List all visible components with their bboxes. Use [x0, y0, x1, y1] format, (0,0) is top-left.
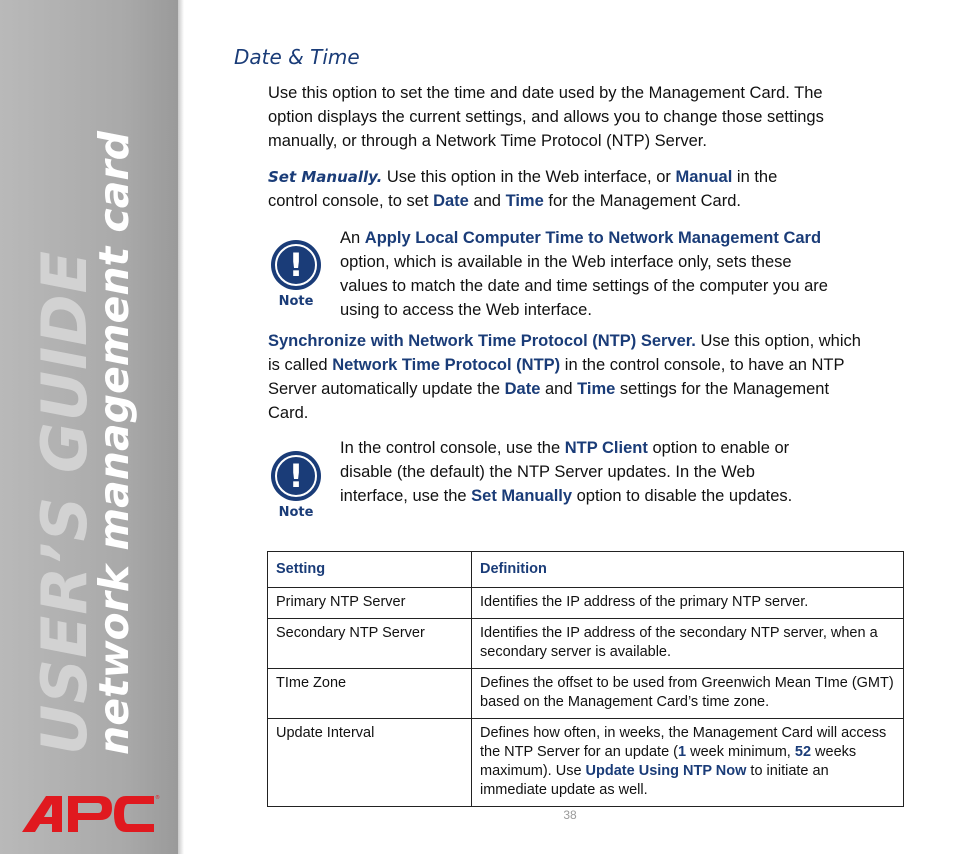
note-icon: ! Note [268, 451, 328, 521]
apply-local-time-option: Apply Local Computer Time to Network Management Card [364, 229, 822, 247]
guide-title: USER’S GUIDE [28, 249, 101, 755]
time-keyword: Time [505, 192, 544, 210]
text: settings for the Management Card. [268, 380, 830, 422]
ntp-label: Synchronize with Network Time Protocol (NTP) Server. [268, 332, 696, 350]
text: and [540, 380, 578, 398]
settings-table [267, 551, 904, 807]
definition-cell: Defines the offset to be used from Greenwich Mean TIme (GMT) based on the Management Card’s time zone. [472, 669, 904, 719]
max-weeks: 52 [794, 744, 812, 760]
note-label: Note [278, 294, 314, 309]
text: Defines how often, in weeks, the Management Card will access the NTP Server for an update ( [480, 725, 887, 760]
time-keyword: Time [577, 380, 616, 398]
ntp-client-option: NTP Client [564, 439, 648, 457]
apc-logo [16, 792, 160, 834]
set-manually-paragraph [268, 165, 828, 213]
text: to initiate an immediate update as well. [480, 763, 829, 798]
page-number: 38 [563, 808, 577, 822]
min-weeks: 1 [678, 744, 687, 760]
set-manually-option: Set Manually [471, 487, 573, 505]
manual-keyword: Manual [675, 168, 733, 186]
header-setting: Setting [268, 552, 472, 588]
text: An [340, 229, 365, 247]
date-keyword: Date [433, 192, 469, 210]
text: option to disable the updates. [572, 487, 793, 505]
table-row [268, 619, 904, 669]
definition-cell: Identifies the IP address of the secondary NTP server, when a secondary server is available. [472, 619, 904, 669]
setting-cell: Update Interval [268, 719, 472, 807]
text: for the Management Card. [543, 192, 741, 210]
setting-cell: Primary NTP Server [268, 588, 472, 619]
ntp-console-name: Network Time Protocol (NTP) [332, 356, 561, 374]
table-row [268, 669, 904, 719]
text: in the control console, to have an NTP Server automatically update the [268, 356, 845, 398]
note-icon: ! Note [268, 240, 328, 310]
svg-text:®: ® [155, 795, 160, 801]
text: option, which is available in the Web interface only, sets these values to match the date and time settings of the computer you are using to access the Web interface. [340, 253, 828, 319]
note-label: Note [278, 505, 314, 520]
table-row [268, 588, 904, 619]
text: week minimum, [686, 744, 795, 760]
update-now-option: Update Using NTP Now [585, 763, 747, 779]
sidebar-edge [178, 0, 184, 854]
guide-subtitle: network management card [90, 131, 138, 755]
header-definition: Definition [472, 552, 904, 588]
text: In the control console, use the [340, 439, 565, 457]
table-row [268, 719, 904, 807]
setting-cell: TIme Zone [268, 669, 472, 719]
set-manually-label: Set Manually. [268, 168, 383, 186]
intro-paragraph: Use this option to set the time and date used by the Management Card. The option displays the current settings, and allows you to change those settings manually, or through a Network Time Protocol (NTP) Server. [268, 84, 824, 150]
setting-cell: Secondary NTP Server [268, 619, 472, 669]
ntp-paragraph [268, 329, 868, 425]
text: weeks maximum). Use [480, 744, 857, 779]
note-apply-local-time [340, 226, 830, 322]
section-heading: Date & Time [234, 45, 360, 69]
text: option to enable or disable (the default) the NTP Server updates. In the Web interface, use the [340, 439, 790, 505]
text: Use this option in the Web interface, or [382, 168, 676, 186]
text: in the control console, to set [268, 168, 778, 210]
definition-cell [472, 719, 904, 807]
note-ntp-client [340, 436, 820, 508]
text: and [468, 192, 506, 210]
table-header-row [268, 552, 904, 588]
date-keyword: Date [504, 380, 541, 398]
text: Use this option, which is called [268, 332, 861, 374]
vertical-guide-title [28, 131, 152, 755]
definition-cell: Identifies the IP address of the primary NTP server. [472, 588, 904, 619]
